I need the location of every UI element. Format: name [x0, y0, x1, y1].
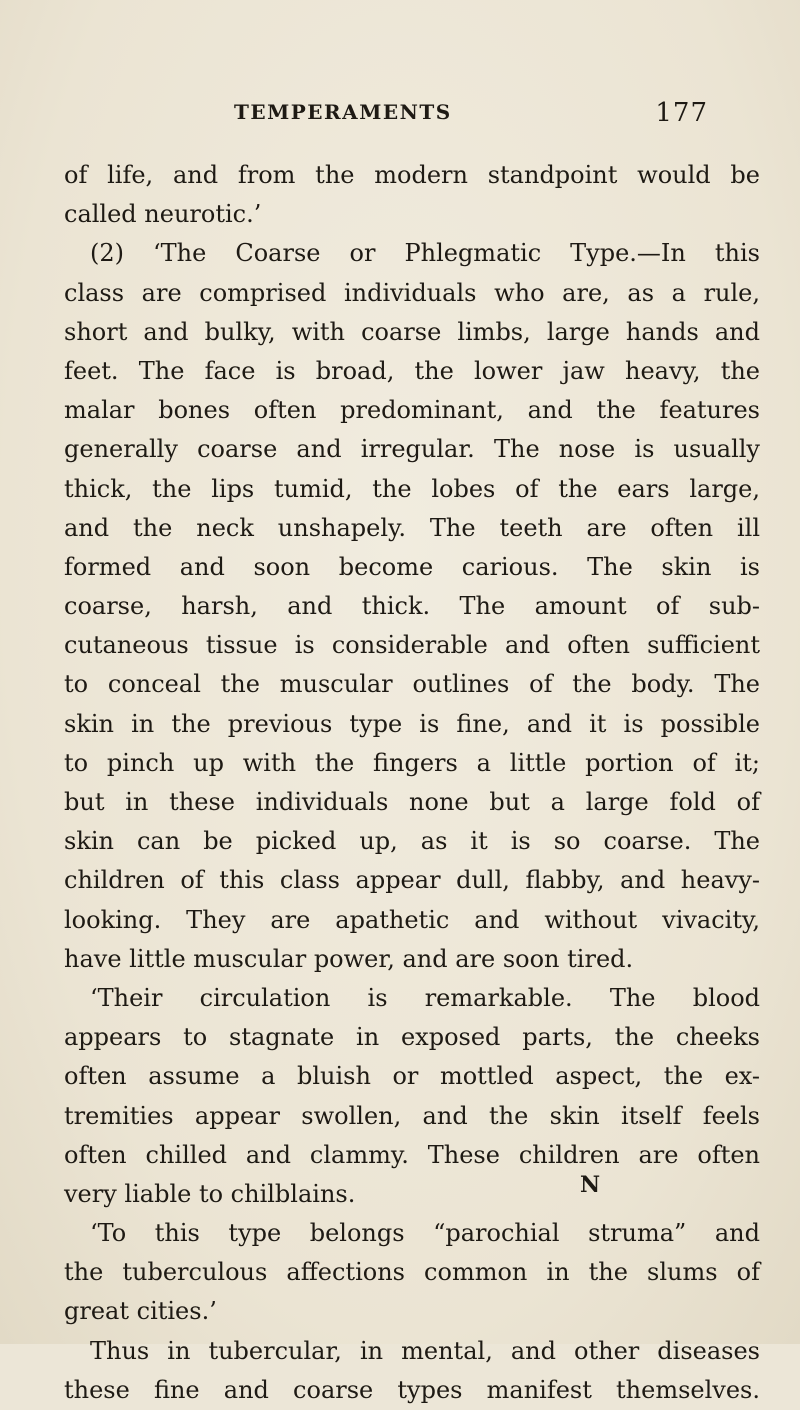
- text-line: but in these individuals none but a large fold of: [64, 788, 760, 816]
- text-line: ‘To this type belongs “parochial struma” and: [90, 1219, 760, 1248]
- text-line: appears to stagnate in exposed parts, the cheeks: [64, 1023, 760, 1052]
- text-line: very liable to chilblains.: [64, 1179, 356, 1208]
- text-line: children of this class appear dull, flabby, and heavy-: [64, 866, 760, 895]
- text-line: coarse, harsh, and thick. The amount of sub-: [64, 592, 760, 621]
- text-line: Thus in tubercular, in mental, and other diseases: [90, 1336, 760, 1365]
- text-line: short and bulky, with coarse limbs, large hands and: [64, 317, 760, 346]
- running-title: TEMPERAMENTS: [234, 100, 452, 124]
- text-line: generally coarse and irregular. The nose is usually: [64, 435, 760, 464]
- text-line: and the neck unshapely. The teeth are often ill: [64, 513, 760, 542]
- body-text: [64, 156, 760, 1410]
- text-line: skin in the previous type is fine, and it is possible: [64, 709, 760, 738]
- text-line: feet. The face is broad, the lower jaw heavy, the: [64, 356, 760, 385]
- text-line: class are comprised individuals who are, as a rule,: [64, 278, 760, 307]
- text-line: these fine and coarse types manifest themselves.: [64, 1375, 760, 1404]
- page-number: 177: [655, 98, 708, 128]
- text-line: skin can be picked up, as it is so coarse. The: [64, 827, 760, 856]
- running-head: [64, 100, 756, 136]
- text-line: looking. They are apathetic and without vivacity,: [64, 905, 760, 934]
- text-line: called neurotic.’: [64, 200, 262, 229]
- text-line: tremities appear swollen, and the skin itself feels: [64, 1101, 760, 1130]
- text-line: to conceal the muscular outlines of the body. The: [64, 670, 760, 699]
- text-line: formed and soon become carious. The skin is: [64, 552, 760, 581]
- text-line: the tuberculous affections common in the slums of: [64, 1258, 760, 1287]
- text-line: cutaneous tissue is considerable and often sufficient: [64, 631, 760, 660]
- text-line: (2) ‘The Coarse or Phlegmatic Type.—In this: [90, 239, 760, 268]
- text-line: often assume a bluish or mottled aspect, the ex-: [64, 1062, 760, 1091]
- text-line: great cities.’: [64, 1297, 217, 1326]
- text-line: have little muscular power, and are soon tired.: [64, 944, 634, 973]
- signature-mark: N: [580, 1172, 601, 1198]
- text-line: ‘Their circulation is remarkable. The blood: [90, 983, 760, 1012]
- text-line: malar bones often predominant, and the features: [64, 396, 760, 425]
- text-line: often chilled and clammy. These children are often: [64, 1140, 760, 1169]
- text-line: thick, the lips tumid, the lobes of the ears large,: [64, 474, 760, 503]
- text-line: of life, and from the modern standpoint would be: [64, 161, 760, 189]
- text-line: to pinch up with the fingers a little portion of it;: [64, 748, 760, 777]
